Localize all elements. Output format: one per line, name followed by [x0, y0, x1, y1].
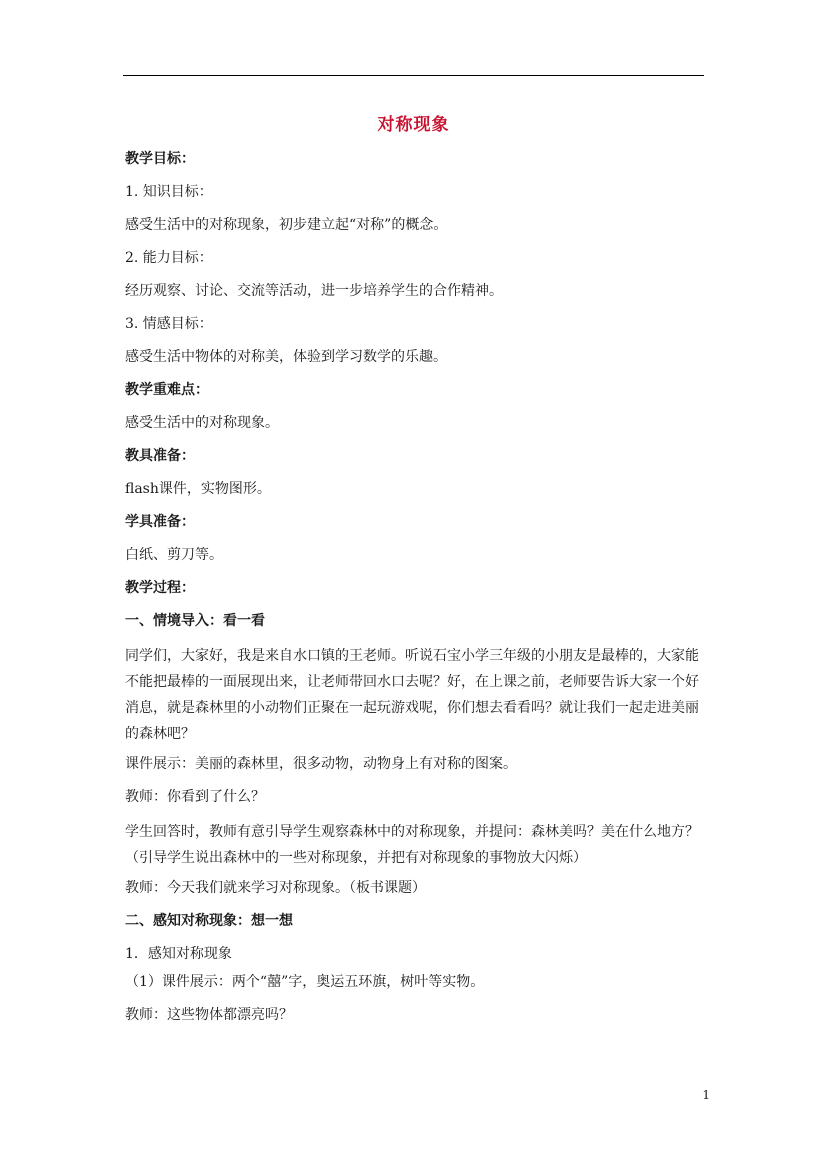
- section-heading: 二、感知对称现象：想一想: [125, 913, 293, 929]
- paragraph: 课件展示：美丽的森林里，很多动物，动物身上有对称的图案。: [125, 756, 517, 772]
- paragraph: 白纸、剪刀等。: [125, 547, 223, 563]
- section-heading: 教具准备：: [125, 448, 195, 464]
- paragraph: 1. 知识目标：: [125, 184, 213, 200]
- paragraph: 3. 情感目标：: [125, 316, 213, 332]
- paragraph: 教师：你看到了什么？: [125, 789, 265, 805]
- section-heading: 学具准备：: [125, 514, 195, 530]
- section-heading: 教学重难点：: [125, 382, 209, 398]
- paragraph: （1）课件展示：两个“囍”字，奥运五环旗，树叶等实物。: [125, 974, 485, 990]
- paragraph: 教师：这些物体都漂亮吗？: [125, 1007, 293, 1023]
- paragraph: 2. 能力目标：: [125, 250, 213, 266]
- paragraph: 经历观察、讨论、交流等活动，进一步培养学生的合作精神。: [125, 283, 503, 299]
- header-rule: [123, 75, 704, 76]
- paragraph: 同学们，大家好，我是来自水口镇的王老师。听说石宝小学三年级的小朋友是最棒的，大家能不能把最棒的一面展现出来，让老师带回水口去呢？好，在上课之前，老师要告诉大家一个好消息，就是森林里的小动物们正聚在一起玩游戏呢，你们想去看看吗？就让我们一起走进美丽的森林吧？: [125, 648, 699, 742]
- paragraph: 1．感知对称现象: [125, 946, 232, 962]
- document-title: 对称现象: [377, 115, 450, 135]
- section-heading: 教学目标：: [125, 151, 195, 167]
- paragraph: 教师：今天我们就来学习对称现象。（板书课题）: [125, 880, 426, 896]
- paragraph: 学生回答时，教师有意引导学生观察森林中的对称现象，并提问：森林美吗？美在什么地方？（引导学生说出森林中的一些对称现象，并把有对称现象的事物放大闪烁）: [125, 824, 699, 866]
- paragraph: 感受生活中的对称现象。: [125, 415, 279, 431]
- paragraph: 感受生活中物体的对称美，体验到学习数学的乐趣。: [125, 349, 447, 365]
- document-body: [125, 148, 707, 1037]
- paragraph: flash课件，实物图形。: [125, 481, 271, 497]
- paragraph: 感受生活中的对称现象，初步建立起“对称”的概念。: [125, 217, 448, 233]
- page-number: 1: [702, 1088, 710, 1102]
- section-heading: 一、情境导入：看一看: [125, 613, 265, 629]
- section-heading: 教学过程：: [125, 580, 195, 596]
